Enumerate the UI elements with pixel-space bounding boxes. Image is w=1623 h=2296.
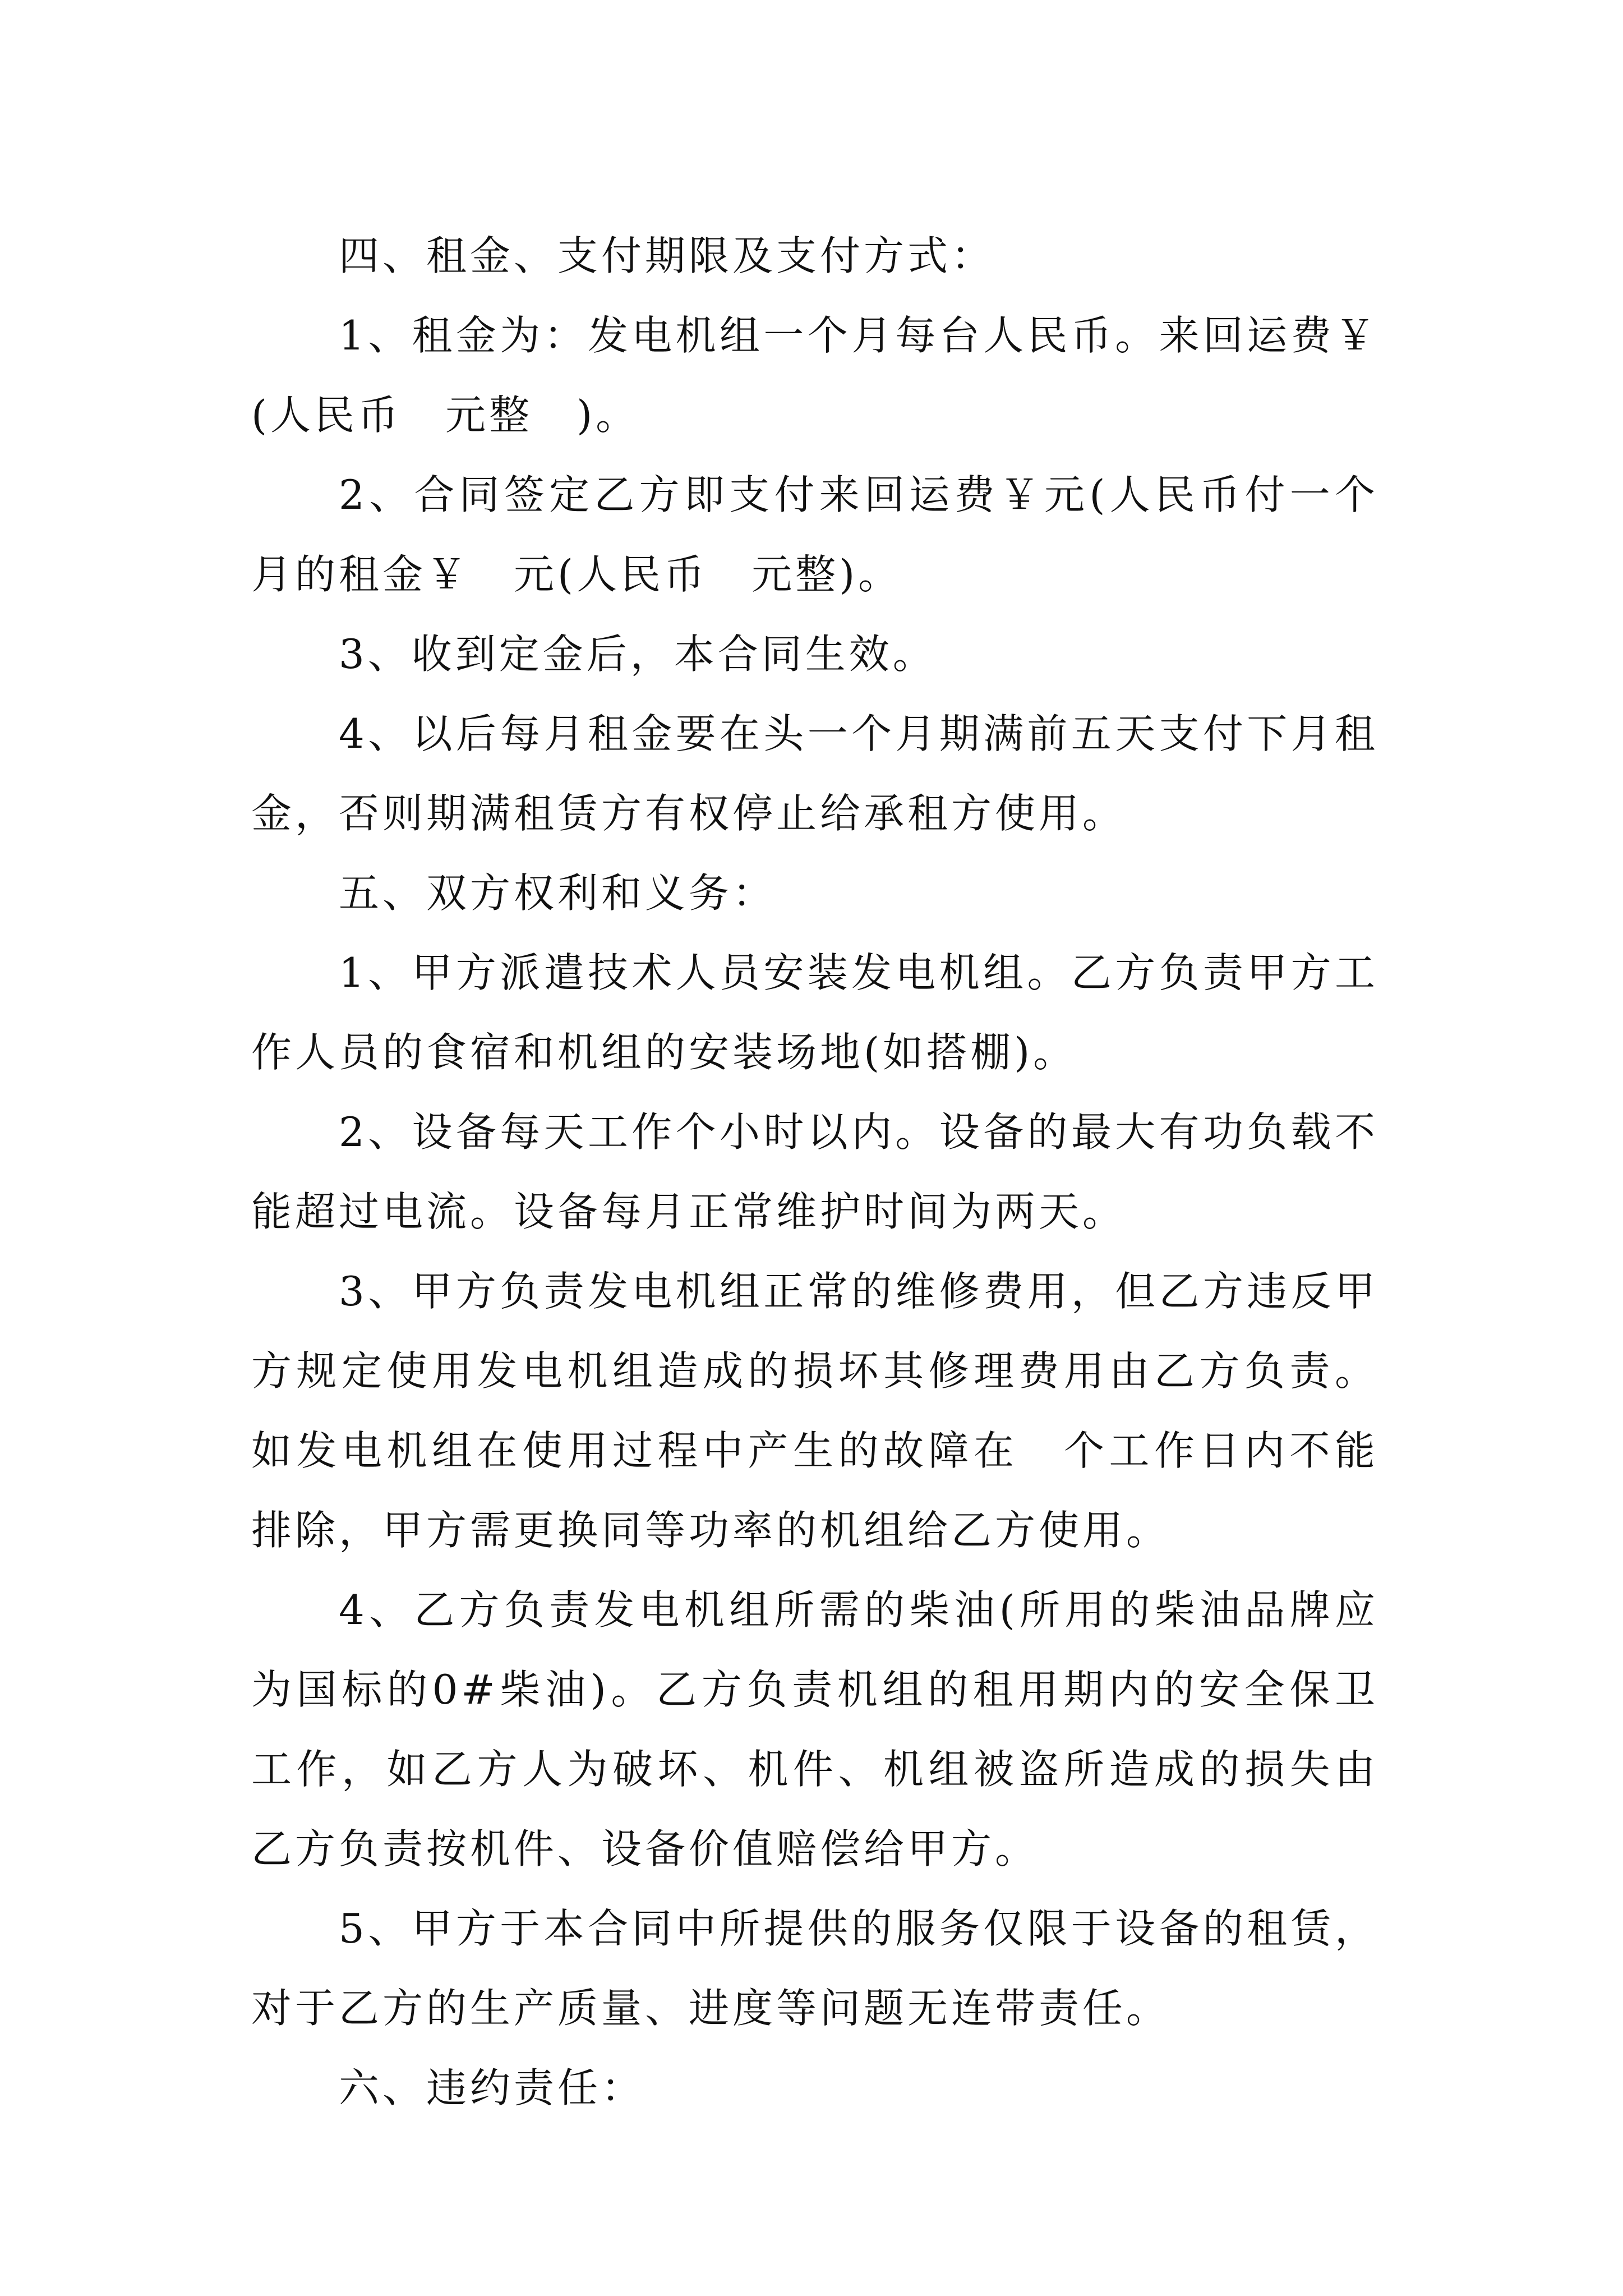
section-heading-liability: 六、违约责任： [339,2064,645,2111]
section-heading-rights-obligations: 五、双方权利和义务： [339,869,777,917]
clause-installation: 1、甲方派遣技术人员安装发电机组。乙方负责甲方工作人员的食宿和机组的安装场地(如搭棚)。 [251,949,1378,1076]
clause-maintenance-costs: 3、甲方负责发电机组正常的维修费用，但乙方违反甲方规定使用发电机组造成的损坏其修理费用由乙方负责。如发电机组在使用过程中产生的故障在 个工作日内不能排除，甲方需更换同等功率的机组给乙方使用。 [251,1268,1378,1554]
clause-freight-payment: 2、合同签定乙方即支付来回运费￥元(人民币付一个月的租金￥ 元(人民币 元整)。 [251,471,1378,598]
clause-rent-amount: 1、租金为：发电机组一个月每台人民币。来回运费￥(人民币 元整 )。 [251,312,1378,439]
clause-contract-effective: 3、收到定金后，本合同生效。 [339,631,937,678]
contract-body [251,216,1378,2128]
clause-monthly-rent-due: 4、以后每月租金要在头一个月期满前五天支付下月租金，否则期满租赁方有权停止给承租方使用。 [251,710,1378,837]
clause-service-scope: 5、甲方于本合同中所提供的服务仅限于设备的租赁，对于乙方的生产质量、进度等问题无连带责任。 [251,1905,1378,2032]
clause-working-hours: 2、设备每天工作个小时以内。设备的最大有功负载不能超过电流。设备每月正常维护时间为两天。 [251,1108,1378,1235]
section-heading-rent-payment: 四、租金、支付期限及支付方式： [339,232,995,279]
clause-diesel-security: 4、乙方负责发电机组所需的柴油(所用的柴油品牌应为国标的0#柴油)。乙方负责机组的租用期内的安全保卫工作，如乙方人为破坏、机件、机组被盗所造成的损失由乙方负责按机件、设备价值赔偿给甲方。 [251,1586,1378,1872]
